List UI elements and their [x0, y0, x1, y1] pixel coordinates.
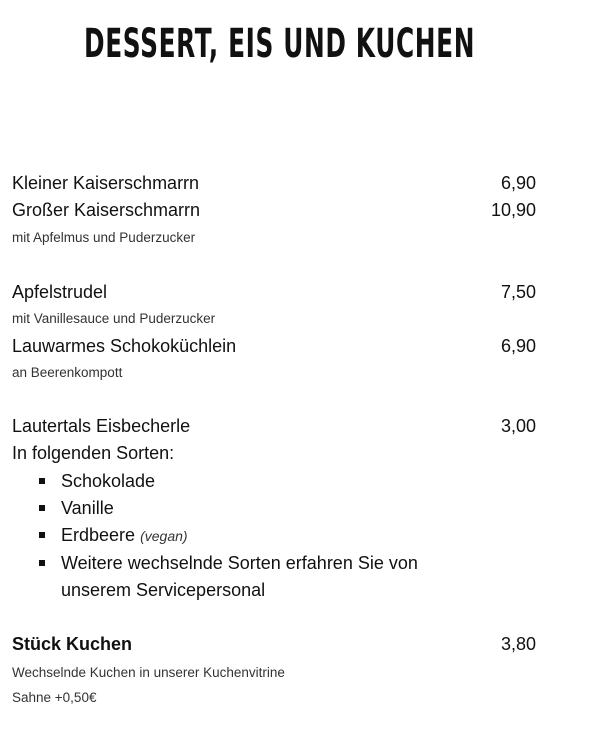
- item-name-eisbecherle: Lautertals Eisbecherle: [12, 416, 191, 436]
- item-name-grosser-kaiserschmarrn: Großer Kaiserschmarrn: [12, 200, 201, 220]
- item-price-eisbecherle: 3,00: [500, 416, 536, 436]
- item-price-kleiner-kaiserschmarrn: 6,90: [500, 173, 536, 193]
- eisbecherle-intro: In folgenden Sorten:: [12, 443, 175, 463]
- page-title: DESSERT, EIS UND KUCHEN: [84, 21, 476, 67]
- list-item: [36, 522, 441, 550]
- item-price-grosser-kaiserschmarrn: 10,90: [490, 200, 536, 220]
- list-item: [36, 550, 441, 604]
- flavor-name: Vanille: [61, 498, 114, 518]
- list-item: [36, 468, 441, 495]
- flavor-list: [36, 468, 441, 604]
- item-name-kleiner-kaiserschmarrn: Kleiner Kaiserschmarrn: [12, 173, 200, 193]
- item-desc-schokokuechlein: an Beerenkompott: [12, 365, 123, 380]
- item-name-stueck-kuchen: Stück Kuchen: [12, 634, 133, 654]
- flavor-name: Erdbeere: [61, 525, 136, 545]
- flavor-name: Weitere wechselnde Sorten erfahren Sie von unserem Servicepersonal: [61, 553, 418, 600]
- list-item: [36, 495, 441, 522]
- item-extra-kuchen: Sahne +0,50€: [12, 690, 97, 705]
- item-desc-kuchen: Wechselnde Kuchen in unserer Kuchenvitrine: [12, 665, 285, 680]
- item-price-apfelstrudel: 7,50: [500, 282, 536, 302]
- flavor-name: Schokolade: [61, 471, 156, 491]
- item-desc-kaiserschmarrn: mit Apfelmus und Puderzucker: [12, 230, 196, 245]
- item-price-schokokuechlein: 6,90: [500, 336, 536, 356]
- item-price-stueck-kuchen: 3,80: [500, 634, 536, 654]
- item-name-apfelstrudel: Apfelstrudel: [12, 282, 108, 302]
- item-desc-apfelstrudel: mit Vanillesauce und Puderzucker: [12, 311, 216, 326]
- item-name-schokokuechlein: Lauwarmes Schokoküchlein: [12, 336, 237, 356]
- flavor-note: (vegan): [140, 528, 188, 544]
